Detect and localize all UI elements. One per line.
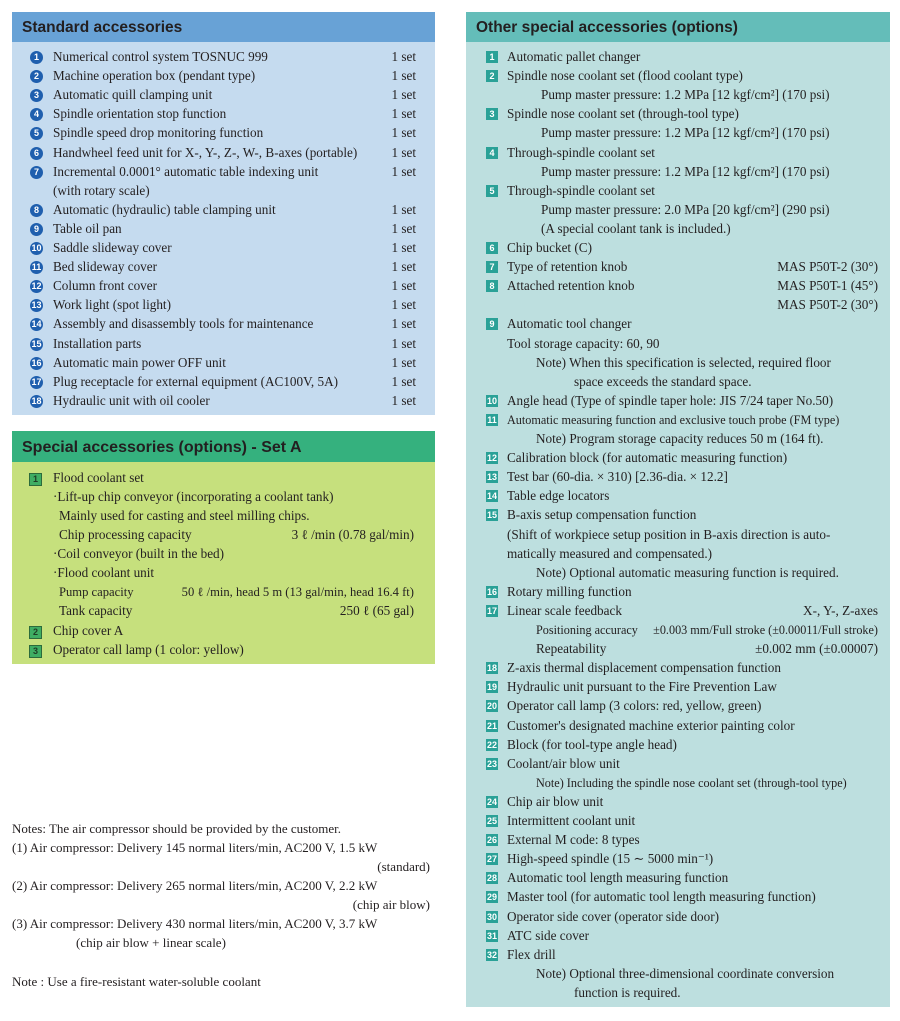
set-a-line: Mainly used for casting and steel milling chips.: [59, 508, 310, 523]
option-item-label: ATC side cover: [507, 927, 590, 943]
standard-item-label: Automatic (hydraulic) table clamping unit: [53, 201, 276, 217]
set-a-line-label: Chip processing capacity: [59, 527, 192, 542]
set-a-item-call-lamp: Operator call lamp (1 color: yellow): [53, 642, 244, 657]
standard-item-qty: 1 set: [391, 220, 416, 236]
option-detail-line: Pump master pressure: 1.2 MPa [12 kgf/cm²] (170 psi): [541, 125, 830, 141]
option-number-badge: 22: [486, 739, 497, 750]
option-number-badge: 27: [486, 854, 497, 865]
option-item-label: Automatic pallet changer: [507, 49, 641, 64]
standard-item-qty: 1 set: [391, 392, 416, 408]
option-item-label: Operator side cover (operator side door): [507, 908, 720, 924]
note-coolant: Note : Use a fire-resistant water-soluble coolant: [12, 974, 261, 989]
option-detail-line: Positioning accuracy: [536, 623, 638, 637]
set-a-line: ·Coil conveyor (built in the bed): [53, 546, 225, 561]
option-item-label: Spindle nose coolant set (flood coolant type): [507, 68, 743, 84]
option-item-label: Operator call lamp (3 colors: red, yellow, green): [507, 698, 762, 714]
option-number-badge: 7: [486, 261, 498, 273]
standard-item-qty: 1 set: [391, 335, 416, 351]
option-number-badge: 20: [486, 701, 497, 712]
option-number-badge: 6: [486, 242, 498, 254]
standard-item-qty: 1 set: [391, 354, 416, 370]
option-item-label: Chip bucket (C): [507, 240, 592, 255]
standard-item-label: Column front cover: [53, 278, 158, 294]
standard-item-sublabel: (with rotary scale): [53, 182, 150, 198]
set-a-line-value: 250 ℓ (65 gal): [339, 603, 414, 618]
standard-item-label: Saddle slideway cover: [53, 240, 172, 255]
set-a-panel: [12, 431, 435, 664]
set-a-line: ·Flood coolant unit: [53, 565, 155, 580]
note-line: (2) Air compressor: Delivery 265 normal liters/min, AC200 V, 2.2 kW: [12, 878, 378, 893]
option-number-badge: 29: [486, 892, 497, 903]
option-item-label: Z-axis thermal displacement compensation function: [507, 660, 781, 676]
item-number-badge: 4: [30, 108, 43, 121]
option-item-label: Through-spindle coolant set: [507, 144, 655, 160]
item-number-badge: 17: [31, 376, 42, 387]
item-number-badge: 1: [30, 51, 43, 64]
other-accessories-panel: [466, 12, 890, 1007]
set-a-line-label: Tank capacity: [59, 603, 133, 618]
option-item-label: Table edge locators: [507, 488, 610, 504]
standard-item-label: Numerical control system TOSNUC 999: [53, 49, 268, 64]
standard-item-qty: 1 set: [391, 49, 416, 64]
option-item-label: High-speed spindle (15 ∼ 5000 min⁻¹): [507, 851, 714, 867]
option-number-badge: 2: [486, 70, 498, 82]
standard-item-label: Table oil pan: [53, 220, 122, 236]
standard-item-label: Spindle speed drop monitoring function: [53, 125, 264, 141]
set-a-line-value: 3 ℓ /min (0.78 gal/min): [291, 527, 414, 542]
item-number-badge: 13: [31, 300, 42, 311]
standard-item-label: Work light (spot light): [53, 297, 171, 313]
option-number-badge: 23: [486, 758, 497, 769]
option-number-badge: 10: [486, 395, 497, 406]
option-item-label: Calibration block (for automatic measuring function): [507, 450, 788, 466]
standard-item-label: Assembly and disassembly tools for maintenance: [53, 316, 314, 332]
set-a-item-flood-coolant: Flood coolant set: [53, 470, 144, 485]
standard-item-qty: 1 set: [391, 278, 416, 294]
item-number-badge: 5: [30, 127, 43, 140]
standard-item-qty: 1 set: [391, 297, 416, 313]
set-a-line: ·Lift-up chip conveyor (incorporating a coolant tank): [53, 489, 334, 504]
item-number-badge: 15: [31, 338, 42, 349]
option-number-badge: 25: [486, 816, 497, 826]
set-a-item-chip-cover: Chip cover A: [53, 623, 124, 638]
note-line: (1) Air compressor: Delivery 145 normal liters/min, AC200 V, 1.5 kW: [12, 840, 378, 855]
option-number-badge: 24: [486, 796, 497, 807]
option-item-label: Coolant/air blow unit: [507, 755, 620, 771]
option-item-label: Chip air blow unit: [507, 793, 604, 809]
standard-item-label: Automatic main power OFF unit: [53, 354, 226, 370]
other-accessories-title: Other special accessories (options): [466, 12, 890, 42]
option-detail-line: (Shift of workpiece setup position in B-axis direction is auto-: [507, 526, 831, 542]
option-item-label: Rotary milling function: [507, 583, 632, 599]
standard-item-qty: 1 set: [391, 106, 416, 122]
option-item-label: Linear scale feedback: [507, 602, 622, 618]
option-number-badge: 18: [486, 663, 497, 674]
standard-item-label: Machine operation box (pendant type): [53, 68, 256, 84]
set-a-number-2: 2: [29, 626, 42, 639]
note-line: (3) Air compressor: Delivery 430 normal liters/min, AC200 V, 3.7 kW: [12, 916, 378, 931]
option-number-badge: 14: [486, 491, 497, 502]
option-item-label: Flex drill: [507, 946, 556, 962]
option-number-badge: 16: [486, 586, 497, 597]
standard-item-qty: 1 set: [391, 68, 416, 84]
option-number-badge: 32: [486, 949, 497, 960]
option-item-label: Automatic measuring function and exclusive touch probe (FM type): [507, 412, 840, 427]
item-number-badge: 9: [30, 223, 43, 236]
option-number-badge: 19: [486, 682, 497, 693]
item-number-badge: 12: [31, 281, 42, 292]
option-detail-line: Pump master pressure: 1.2 MPa [12 kgf/cm²] (170 psi): [541, 163, 830, 179]
standard-accessories-title: Standard accessories: [12, 12, 435, 42]
standard-item-label: Plug receptacle for external equipment (AC100V, 5A): [53, 373, 339, 389]
option-item-label: Automatic tool changer: [507, 316, 632, 332]
option-number-badge: 5: [486, 185, 498, 197]
item-number-badge: 6: [30, 147, 43, 160]
standard-accessories-panel: [12, 12, 435, 415]
item-number-badge: 16: [31, 357, 42, 368]
standard-item-qty: 1 set: [391, 201, 416, 217]
standard-item-label: Installation parts: [53, 335, 142, 351]
option-number-badge: 4: [486, 147, 498, 159]
option-detail-line: Note) Optional automatic measuring function is required.: [536, 564, 839, 580]
standard-item-label: Incremental 0.0001° automatic table indexing unit: [53, 163, 319, 179]
set-a-number-3: 3: [29, 645, 42, 658]
option-number-badge: 31: [486, 930, 497, 941]
item-number-badge: 18: [31, 395, 42, 406]
item-number-badge: 7: [30, 166, 43, 179]
option-number-badge: 26: [486, 835, 497, 846]
option-item-value: X-, Y-, Z-axes: [803, 602, 878, 618]
item-number-badge: 3: [30, 89, 43, 102]
option-detail-line: matically measured and compensated.): [507, 545, 713, 561]
option-detail-line: (A special coolant tank is included.): [541, 220, 731, 236]
option-number-badge: 21: [486, 720, 497, 731]
option-detail-line: Note) Optional three-dimensional coordinate conversion: [536, 965, 835, 981]
option-number-badge: 28: [486, 873, 497, 884]
standard-item-label: Automatic quill clamping unit: [53, 87, 213, 103]
option-item-label: Master tool (for automatic tool length measuring function): [507, 889, 816, 905]
option-item-label: Through-spindle coolant set: [507, 182, 655, 198]
option-number-badge: 9: [486, 318, 498, 330]
set-a-line-value: 50 ℓ /min, head 5 m (13 gal/min, head 16.4 ft): [181, 585, 414, 599]
note-line: (standard): [377, 859, 430, 874]
option-number-badge: 3: [486, 108, 498, 120]
option-item-label: External M code: 8 types: [507, 832, 640, 848]
option-detail-line: function is required.: [574, 984, 681, 1000]
notes-heading: Notes: The air compressor should be provided by the customer.: [12, 821, 342, 836]
option-detail-line: Note) When this specification is selected, required floor: [536, 354, 831, 370]
option-item-label: Customer's designated machine exterior painting color: [507, 717, 795, 733]
standard-item-qty: 1 set: [391, 163, 416, 179]
option-item-value: MAS P50T-2 (30°): [777, 297, 878, 313]
option-item-value: ±0.003 mm/Full stroke (±0.00011/Full stroke): [653, 623, 878, 637]
standard-item-qty: 1 set: [391, 316, 416, 332]
standard-item-label: Hydraulic unit with oil cooler: [53, 392, 210, 408]
option-number-badge: 1: [486, 51, 498, 63]
option-item-label: Type of retention knob: [507, 259, 628, 275]
option-detail-line: Note) Including the spindle nose coolant set (through-tool type): [536, 775, 847, 790]
standard-item-qty: 1 set: [391, 240, 416, 255]
option-item-label: Spindle nose coolant set (through-tool type): [507, 106, 739, 122]
option-number-badge: 15: [486, 510, 497, 521]
set-a-title: Special accessories (options) - Set A: [12, 431, 435, 462]
option-number-badge: 11: [487, 414, 497, 425]
option-detail-line: Note) Program storage capacity reduces 50 m (164 ft).: [536, 431, 824, 446]
standard-item-label: Bed slideway cover: [53, 259, 157, 275]
option-number-badge: 13: [486, 472, 497, 483]
option-item-value: MAS P50T-1 (45°): [777, 278, 878, 294]
option-item-label: Attached retention knob: [507, 278, 635, 294]
standard-item-qty: 1 set: [391, 259, 416, 275]
standard-item-qty: 1 set: [391, 373, 416, 389]
item-number-badge: 10: [31, 243, 42, 253]
option-item-label: Test bar (60-dia. × 310) [2.36-dia. × 12.2]: [507, 469, 728, 485]
item-number-badge: 11: [31, 262, 42, 273]
note-line: (chip air blow): [352, 897, 430, 912]
item-number-badge: 14: [31, 319, 42, 330]
option-number-badge: 8: [486, 280, 498, 292]
standard-item-qty: 1 set: [391, 87, 416, 103]
standard-item-label: Handwheel feed unit for X-, Y-, Z-, W-, B-axes (portable): [53, 144, 358, 160]
option-number-badge: 30: [486, 911, 497, 922]
option-item-value: MAS P50T-2 (30°): [777, 259, 878, 275]
item-number-badge: 2: [30, 70, 43, 83]
standard-item-label: Spindle orientation stop function: [53, 106, 227, 122]
option-number-badge: 12: [486, 453, 497, 464]
option-item-label: Hydraulic unit pursuant to the Fire Prevention Law: [507, 679, 777, 695]
option-item-label: Angle head (Type of spindle taper hole: JIS 7/24 taper No.50): [507, 392, 834, 408]
note-line: (chip air blow + linear scale): [76, 935, 226, 950]
option-detail-line: Pump master pressure: 2.0 MPa [20 kgf/cm²] (290 psi): [541, 201, 830, 217]
option-number-badge: 17: [486, 605, 497, 616]
set-a-number-1: 1: [29, 473, 42, 486]
option-detail-line: Tool storage capacity: 60, 90: [507, 335, 660, 351]
option-item-label: Automatic tool length measuring function: [507, 870, 729, 886]
option-item-label: Intermittent coolant unit: [507, 813, 636, 828]
option-detail-line: Pump master pressure: 1.2 MPa [12 kgf/cm²] (170 psi): [541, 87, 830, 103]
item-number-badge: 8: [30, 204, 43, 217]
option-item-label: B-axis setup compensation function: [507, 507, 697, 523]
option-item-value: ±0.002 mm (±0.00007): [755, 641, 878, 657]
option-detail-line: Repeatability: [536, 641, 607, 657]
set-a-line-label: Pump capacity: [59, 585, 134, 599]
option-item-label: Block (for tool-type angle head): [507, 736, 677, 752]
standard-item-qty: 1 set: [391, 144, 416, 160]
option-detail-line: space exceeds the standard space.: [574, 373, 752, 389]
standard-item-qty: 1 set: [391, 125, 416, 141]
